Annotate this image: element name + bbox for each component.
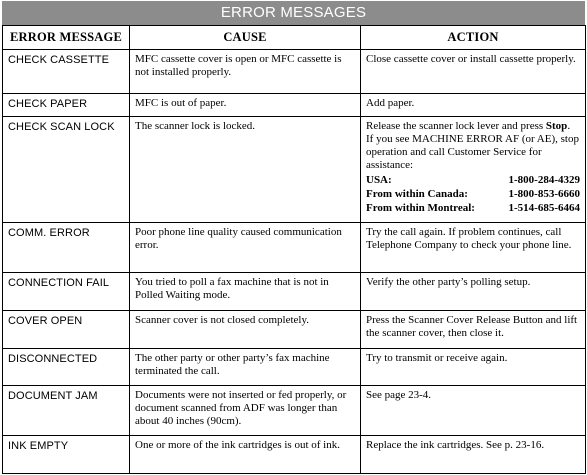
action-cell bbox=[361, 117, 586, 223]
stop-key-label: Stop bbox=[545, 120, 568, 132]
table-row bbox=[3, 386, 586, 436]
action-cell: Close cassette cover or install cassette properly. bbox=[361, 50, 586, 94]
error-message-cell: CHECK SCAN LOCK bbox=[3, 117, 130, 223]
error-message-cell: CHECK CASSETTE bbox=[3, 50, 130, 94]
table-row bbox=[3, 273, 586, 311]
column-header-action: ACTION bbox=[361, 26, 586, 50]
table-row bbox=[3, 311, 586, 349]
contact-phone: 1-800-284-4329 bbox=[508, 174, 580, 186]
action-cell: Replace the ink cartridges. See p. 23-16. bbox=[361, 436, 586, 474]
table-row bbox=[3, 349, 586, 386]
column-header-cause: CAUSE bbox=[130, 26, 361, 50]
contact-row-canada bbox=[366, 187, 580, 201]
contact-phone: 1-800-853-6660 bbox=[508, 188, 580, 200]
error-message-cell: CHECK PAPER bbox=[3, 94, 130, 117]
contact-label: From within Canada: bbox=[366, 188, 468, 200]
error-message-cell: DOCUMENT JAM bbox=[3, 386, 130, 436]
table-row bbox=[3, 223, 586, 273]
action-cell: Press the Scanner Cover Release Button and lift the scanner cover, then close it. bbox=[361, 311, 586, 349]
error-message-cell: DISCONNECTED bbox=[3, 349, 130, 386]
error-message-cell: INK EMPTY bbox=[3, 436, 130, 474]
cause-cell: The other party or other party’s fax machine terminated the call. bbox=[130, 349, 361, 386]
cause-cell: Poor phone line quality caused communication error. bbox=[130, 223, 361, 273]
cause-cell: One or more of the ink cartridges is out of ink. bbox=[130, 436, 361, 474]
contact-phone: 1-514-685-6464 bbox=[508, 202, 580, 214]
cause-cell: MFC is out of paper. bbox=[130, 94, 361, 117]
page-title: ERROR MESSAGES bbox=[2, 1, 585, 25]
customer-service-contacts bbox=[366, 173, 580, 215]
cause-cell: MFC cassette cover is open or MFC cassette is not installed properly. bbox=[130, 50, 361, 94]
error-message-cell: CONNECTION FAIL bbox=[3, 273, 130, 311]
error-messages-table bbox=[2, 25, 586, 474]
table-row bbox=[3, 50, 586, 94]
error-messages-page bbox=[0, 1, 587, 475]
action-cell: Verify the other party’s polling setup. bbox=[361, 273, 586, 311]
action-cell: Try the call again. If problem continues, call Telephone Company to check your phone line. bbox=[361, 223, 586, 273]
cause-cell: Scanner cover is not closed completely. bbox=[130, 311, 361, 349]
contact-row-montreal bbox=[366, 201, 580, 215]
table-row bbox=[3, 94, 586, 117]
cause-cell: The scanner lock is locked. bbox=[130, 117, 361, 223]
action-text-after: . If you see MACHINE ERROR AF (or AE), stop operation and call Customer Service for assistance: bbox=[366, 120, 579, 171]
contact-label: From within Montreal: bbox=[366, 202, 475, 214]
table-row bbox=[3, 117, 586, 223]
action-cell: See page 23-4. bbox=[361, 386, 586, 436]
cause-cell: You tried to poll a fax machine that is not in Polled Waiting mode. bbox=[130, 273, 361, 311]
action-text-before: Release the scanner lock lever and press bbox=[366, 120, 546, 132]
error-message-cell: COVER OPEN bbox=[3, 311, 130, 349]
cause-cell: Documents were not inserted or fed properly, or document scanned from ADF was longer than about 40 inches (90cm). bbox=[130, 386, 361, 436]
action-cell: Add paper. bbox=[361, 94, 586, 117]
error-message-cell: COMM. ERROR bbox=[3, 223, 130, 273]
column-header-error-message: ERROR MESSAGE bbox=[3, 26, 130, 50]
table-row bbox=[3, 436, 586, 474]
contact-label: USA: bbox=[366, 174, 392, 186]
table-header-row bbox=[3, 26, 586, 50]
action-cell: Try to transmit or receive again. bbox=[361, 349, 586, 386]
contact-row-usa bbox=[366, 173, 580, 187]
